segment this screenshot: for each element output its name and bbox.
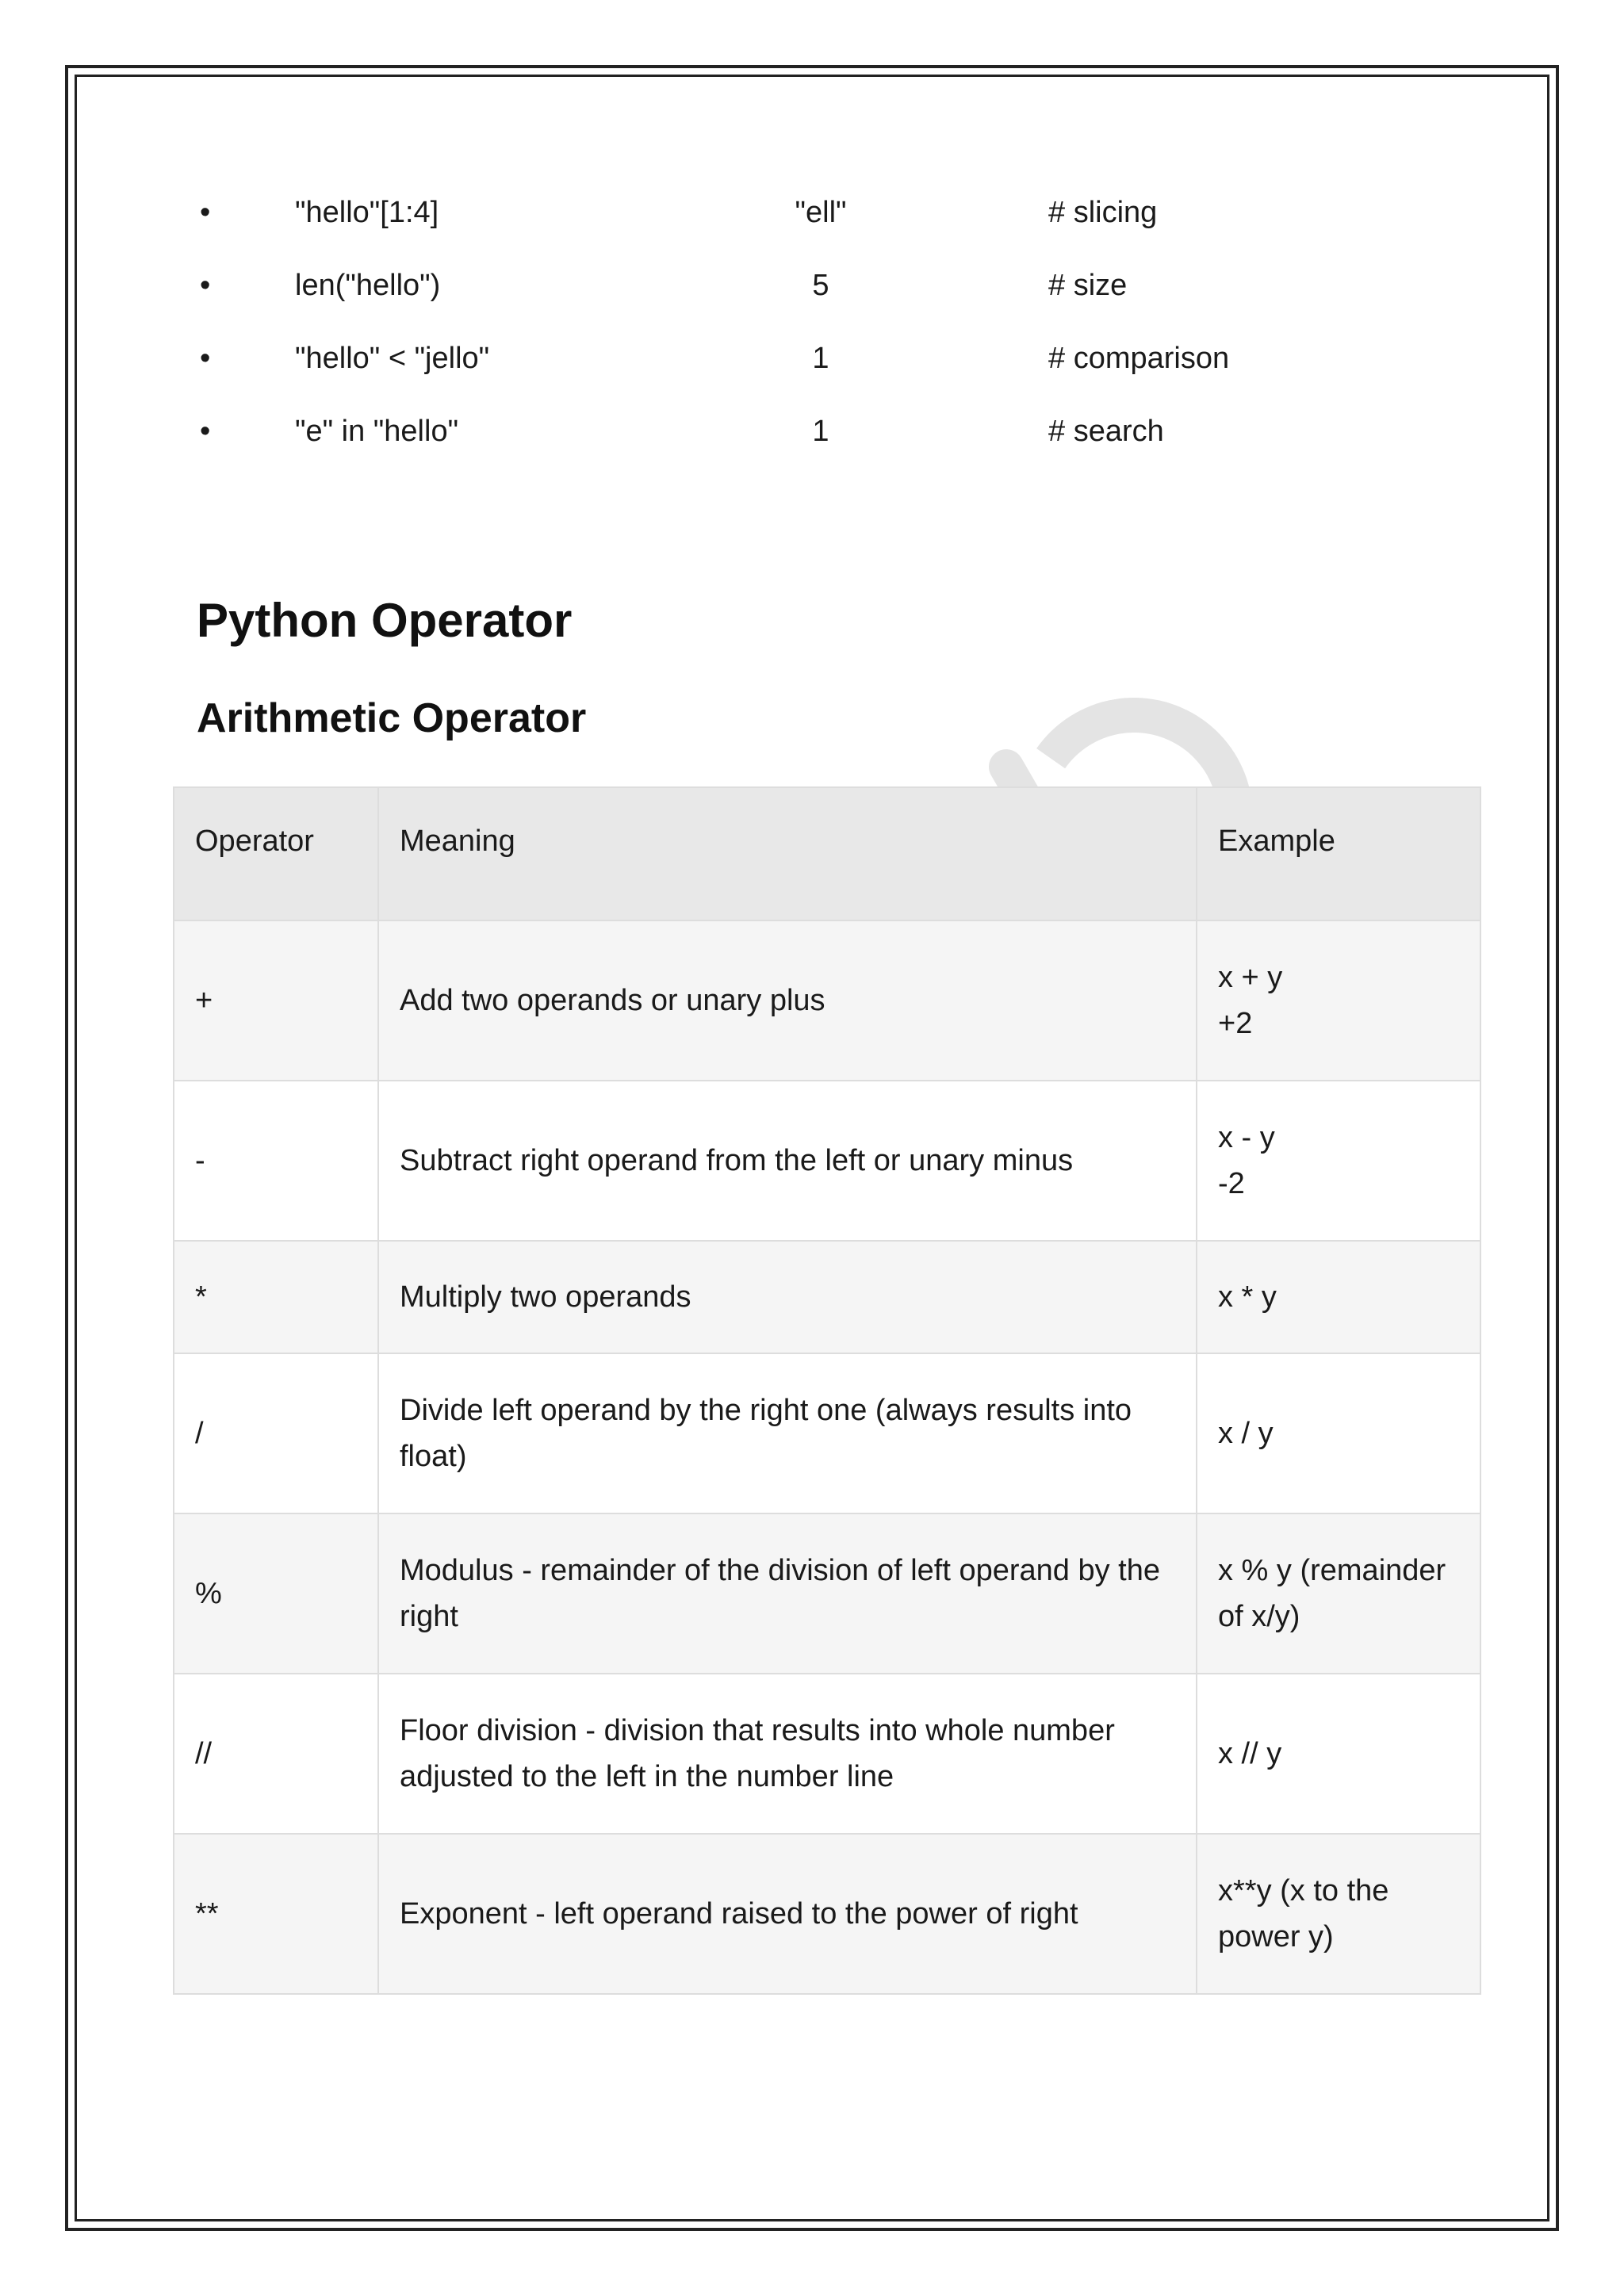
table-row — [174, 1353, 1480, 1513]
list-item — [190, 263, 1459, 336]
table-header-row — [174, 787, 1480, 920]
meaning-cell: Exponent - left operand raised to the power of right — [378, 1834, 1197, 1994]
example-cell — [1197, 1081, 1480, 1241]
bullet-glyph: • — [200, 196, 211, 229]
table-row — [174, 1834, 1480, 1994]
example-line: +2 — [1218, 1007, 1253, 1040]
expression: len("hello") — [295, 269, 441, 302]
list-item — [190, 409, 1459, 482]
example-line: x % y (remainder of x/y) — [1218, 1554, 1446, 1633]
example-line: x // y — [1218, 1737, 1282, 1770]
watermark-arc — [996, 679, 1269, 801]
example-cell — [1197, 1674, 1480, 1834]
example-line: x + y — [1218, 961, 1283, 994]
subsection-title: Arithmetic Operator — [197, 695, 587, 741]
result: "ell" — [795, 196, 847, 229]
header-meaning: Meaning — [378, 787, 1197, 920]
bullet-glyph: • — [200, 415, 211, 448]
example-line: -2 — [1218, 1167, 1245, 1200]
arithmetic-operator-table — [173, 786, 1481, 1995]
example-line: x**y (x to the power y) — [1218, 1874, 1389, 1954]
bullet-glyph: • — [200, 269, 211, 302]
bullet-glyph: • — [200, 342, 211, 375]
meaning-cell: Add two operands or unary plus — [378, 920, 1197, 1081]
example-cell — [1197, 1241, 1480, 1353]
operator-cell: * — [174, 1241, 378, 1353]
meaning-cell: Modulus - remainder of the division of left operand by the right — [378, 1513, 1197, 1674]
header-operator: Operator — [174, 787, 378, 920]
example-cell — [1197, 920, 1480, 1081]
operator-cell: - — [174, 1081, 378, 1241]
header-example: Example — [1197, 787, 1480, 920]
table-row — [174, 1241, 1480, 1353]
example-cell — [1197, 1513, 1480, 1674]
table-row — [174, 1081, 1480, 1241]
meaning-cell: Subtract right operand from the left or unary minus — [378, 1081, 1197, 1241]
result: 1 — [812, 415, 829, 448]
section-title: Python Operator — [197, 594, 573, 647]
table-row — [174, 1513, 1480, 1674]
string-operations-list — [190, 190, 1459, 482]
meaning-cell: Multiply two operands — [378, 1241, 1197, 1353]
example-cell — [1197, 1353, 1480, 1513]
operator-cell: % — [174, 1513, 378, 1674]
expression: "hello"[1:4] — [295, 196, 439, 229]
comment: # size — [1048, 269, 1128, 302]
operator-cell: + — [174, 920, 378, 1081]
meaning-cell: Divide left operand by the right one (always results into float) — [378, 1353, 1197, 1513]
comment: # slicing — [1048, 196, 1158, 229]
table-row — [174, 920, 1480, 1081]
watermark-logo — [983, 674, 1269, 801]
example-line: x * y — [1218, 1280, 1277, 1314]
expression: "hello" < "jello" — [295, 342, 490, 375]
result: 5 — [812, 269, 829, 302]
table-row — [174, 1674, 1480, 1834]
example-cell — [1197, 1834, 1480, 1994]
meaning-cell: Floor division - division that results into whole number adjusted to the left in the number line — [378, 1674, 1197, 1834]
list-item — [190, 190, 1459, 263]
comment: # comparison — [1048, 342, 1230, 375]
example-line: x - y — [1218, 1121, 1275, 1154]
result: 1 — [812, 342, 829, 375]
operator-cell: ** — [174, 1834, 378, 1994]
list-item — [190, 336, 1459, 409]
comment: # search — [1048, 415, 1164, 448]
expression: "e" in "hello" — [295, 415, 459, 448]
example-line: x / y — [1218, 1417, 1274, 1450]
operator-cell: / — [174, 1353, 378, 1513]
operator-cell: // — [174, 1674, 378, 1834]
